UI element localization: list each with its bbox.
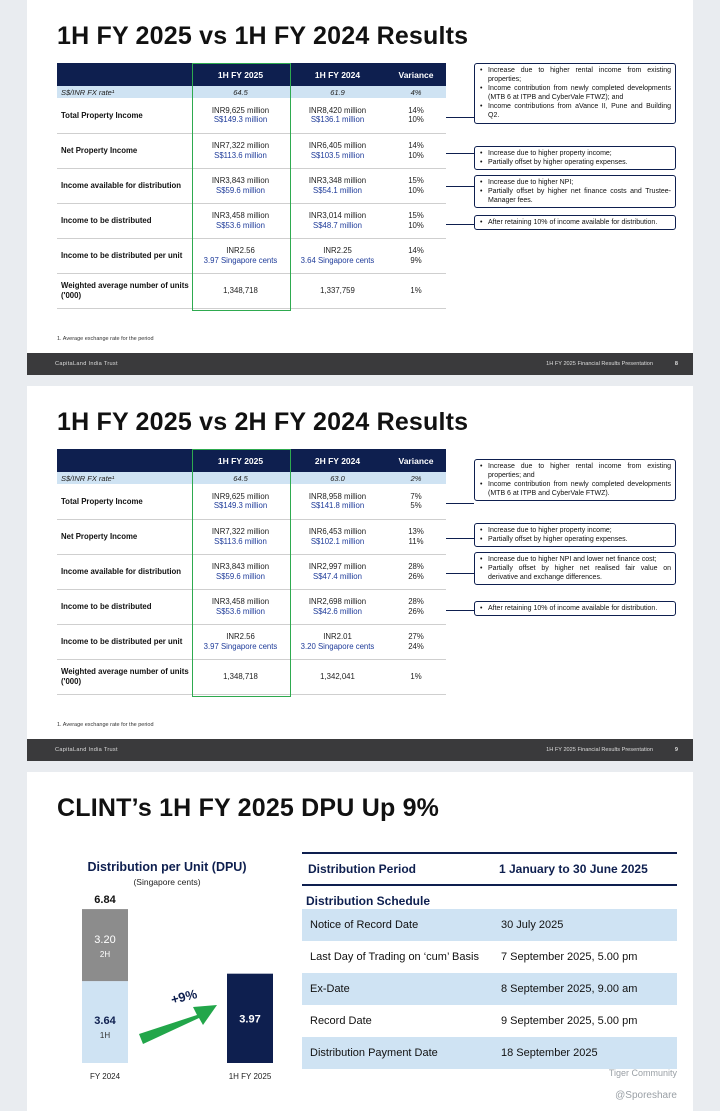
dpu-slide (27, 772, 693, 1111)
comment-connector (446, 610, 474, 611)
footer-presentation: 1H FY 2025 Financial Results Presentation (546, 361, 653, 367)
header-blank (57, 449, 192, 472)
watermark-handle: @Sporeshare (615, 1090, 677, 1101)
comment-connector (446, 224, 474, 225)
dpu-bar-chart (57, 894, 272, 1087)
comment-box: • Increase due to higher rental income from existing properties; • Income contribution from newly completed developments (MTB 6 at ITPB and CyberVale FTWZ); and • Income contributions from aVance II, Pune and Building Q2. (474, 63, 676, 124)
variance-value: 14% 9% (386, 238, 446, 273)
table-row (57, 133, 446, 168)
growth-label: +9% (169, 986, 199, 1008)
series-label-1h: 1H (99, 1031, 111, 1041)
prior-value: INR3,014 million S$48.7 million (289, 203, 386, 238)
comment-connector (446, 186, 474, 187)
comment-connector (446, 117, 474, 118)
chart-subtitle: (Singapore cents) (133, 877, 201, 887)
header-variance: Variance (386, 63, 446, 86)
variance-value: 7% 5% (386, 484, 446, 519)
current-value: INR2.56 3.97 Singapore cents (192, 238, 289, 273)
variance-value: 27% 24% (386, 624, 446, 659)
variance-value: 1% (386, 659, 446, 694)
table-row (57, 554, 446, 589)
footer-company: CapitaLand India Trust (55, 361, 118, 367)
schedule-item-label: Last Day of Trading on ‘cum’ Basis (310, 951, 479, 963)
period-value: 1 January to 30 June 2025 (493, 853, 677, 885)
series-label-2h: 2H (99, 950, 111, 960)
data-label-fy2024-1h: 3.64 (94, 1015, 116, 1028)
data-label-1hfy2025: 3.97 (239, 1013, 261, 1026)
header-current: 1H FY 2025 (192, 449, 289, 472)
schedule-item-value: 30 July 2025 (493, 909, 677, 941)
row-label: Income to be distributed (57, 589, 192, 624)
prior-value: INR3,348 million S$54.1 million (289, 168, 386, 203)
slide-title: 1H FY 2025 vs 1H FY 2024 Results (57, 22, 469, 50)
x-tick-label: FY 2024 (89, 1072, 121, 1081)
prior-value: INR8,420 million S$136.1 million (289, 98, 386, 133)
comment-connector (446, 153, 474, 154)
header-current: 1H FY 2025 (192, 63, 289, 86)
x-tick-label: 1H FY 2025 (228, 1072, 272, 1081)
current-value: 1,348,718 (192, 659, 289, 694)
results-table (57, 449, 446, 695)
footnote: 1. Average exchange rate for the period (57, 336, 154, 342)
distribution-schedule-table (302, 852, 677, 1069)
variance-value: 14% 10% (386, 133, 446, 168)
total-label-fy2024: 6.84 (94, 894, 116, 907)
prior-value: INR6,405 million S$103.5 million (289, 133, 386, 168)
comment-box: • Increase due to higher NPI and lower net finance cost; • Partially offset by higher net realised fair value on derivative and exchange differences. (474, 552, 676, 585)
fx-prior: 61.9 (289, 86, 386, 98)
variance-value: 15% 10% (386, 168, 446, 203)
current-value: INR3,843 million S$59.6 million (192, 168, 289, 203)
row-label: Total Property Income (57, 484, 192, 519)
row-label: Net Property Income (57, 519, 192, 554)
row-label: Income to be distributed per unit (57, 238, 192, 273)
header-prior: 2H FY 2024 (289, 449, 386, 472)
page-number: 9 (674, 747, 678, 753)
schedule-item-label: Record Date (310, 1015, 372, 1027)
fx-label: S$/INR FX rate¹ (57, 472, 192, 484)
prior-value: 1,342,041 (289, 659, 386, 694)
fx-label: S$/INR FX rate¹ (57, 86, 192, 98)
schedule-item-label: Notice of Record Date (302, 909, 493, 941)
footnote: 1. Average exchange rate for the period (57, 722, 154, 728)
table-row (57, 589, 446, 624)
schedule-item-value: 8 September 2025, 9.00 am (493, 973, 677, 1005)
row-label: Income available for distribution (57, 554, 192, 589)
table-row (57, 659, 446, 694)
schedule-item-label: Distribution Payment Date (302, 1037, 493, 1069)
comment-box: • Increase due to higher property income; • Partially offset by higher operating expenses. (474, 523, 676, 547)
comment-box: • Increase due to higher property income; • Partially offset by higher operating expenses. (474, 146, 676, 170)
data-label-fy2024-2h: 3.20 (94, 934, 116, 947)
comment-box: • After retaining 10% of income available for distribution. (474, 601, 676, 616)
slide-title: 1H FY 2025 vs 2H FY 2024 Results (57, 408, 469, 436)
row-label: Weighted average number of units ('000) (57, 273, 192, 308)
variance-value: 28% 26% (386, 554, 446, 589)
comment-box: • Increase due to higher rental income from existing properties; and • Income contribution from newly completed developments (MTB 6 at ITPB and CyberVale FTWZ). (474, 459, 676, 501)
variance-value: 13% 11% (386, 519, 446, 554)
comment-box: • Increase due to higher NPI; • Partially offset by higher net finance costs and Trustee-Manager fees. (474, 175, 676, 208)
prior-value: INR6,453 million S$102.1 million (289, 519, 386, 554)
current-value: INR7,322 million S$113.6 million (192, 519, 289, 554)
results-slide-1h-vs-2h (27, 386, 693, 761)
comment-box: • After retaining 10% of income available for distribution. (474, 215, 676, 230)
chart-title: Distribution per Unit (DPU) (87, 860, 247, 874)
schedule-item-value: 9 September 2025, 5.00 pm (501, 1015, 638, 1027)
current-value: 1,348,718 (192, 273, 289, 308)
fx-variance: 2% (386, 472, 446, 484)
schedule-subheading: Distribution Schedule (306, 893, 431, 908)
row-label: Weighted average number of units ('000) (57, 659, 192, 694)
current-value: INR3,458 million S$53.6 million (192, 589, 289, 624)
table-row (57, 203, 446, 238)
header-prior: 1H FY 2024 (289, 63, 386, 86)
table-row (57, 168, 446, 203)
variance-value: 1% (386, 273, 446, 308)
fx-current: 64.5 (192, 472, 289, 484)
slide-footer (27, 353, 693, 375)
header-blank (57, 63, 192, 86)
prior-value: INR2.01 3.20 Singapore cents (289, 624, 386, 659)
row-label: Income available for distribution (57, 168, 192, 203)
table-row (302, 1005, 677, 1037)
fx-variance: 4% (386, 86, 446, 98)
results-slide-1h-vs-1h (27, 0, 693, 375)
row-label: Income to be distributed (57, 203, 192, 238)
table-row (57, 273, 446, 308)
slide-title: CLINT’s 1H FY 2025 DPU Up 9% (57, 794, 440, 822)
current-value: INR3,843 million S$59.6 million (192, 554, 289, 589)
variance-value: 14% 10% (386, 98, 446, 133)
fx-current: 64.5 (192, 86, 289, 98)
growth-arrow-icon (139, 1005, 217, 1044)
comment-connector (446, 573, 474, 574)
prior-value: 1,337,759 (289, 273, 386, 308)
page-number: 8 (674, 361, 678, 367)
period-label: Distribution Period (302, 853, 493, 885)
table-row (57, 519, 446, 554)
prior-value: INR2.25 3.64 Singapore cents (289, 238, 386, 273)
prior-value: INR2,698 million S$42.6 million (289, 589, 386, 624)
table-row (302, 973, 677, 1005)
slide-footer (27, 739, 693, 761)
current-value: INR7,322 million S$113.6 million (192, 133, 289, 168)
row-label: Net Property Income (57, 133, 192, 168)
table-row (57, 484, 446, 519)
table-row (57, 98, 446, 133)
comment-connector (446, 503, 474, 504)
results-table (57, 63, 446, 309)
current-value: INR9,625 million S$149.3 million (192, 484, 289, 519)
row-label: Income to be distributed per unit (57, 624, 192, 659)
table-row (302, 1037, 677, 1069)
current-value: INR9,625 million S$149.3 million (192, 98, 289, 133)
fx-prior: 63.0 (289, 472, 386, 484)
variance-value: 15% 10% (386, 203, 446, 238)
row-label: Total Property Income (57, 98, 192, 133)
watermark-community: Tiger Community (608, 1068, 677, 1078)
prior-value: INR8,958 million S$141.8 million (289, 484, 386, 519)
table-row (57, 624, 446, 659)
current-value: INR2.56 3.97 Singapore cents (192, 624, 289, 659)
schedule-item-value: 18 September 2025 (493, 1037, 677, 1069)
header-variance: Variance (386, 449, 446, 472)
table-row (57, 238, 446, 273)
variance-value: 28% 26% (386, 589, 446, 624)
table-row (302, 909, 677, 941)
footer-presentation: 1H FY 2025 Financial Results Presentation (546, 747, 653, 753)
current-value: INR3,458 million S$53.6 million (192, 203, 289, 238)
footer-company: CapitaLand India Trust (55, 747, 118, 753)
table-row (302, 941, 677, 973)
schedule-item-value: 7 September 2025, 5.00 pm (501, 951, 638, 963)
prior-value: INR2,997 million S$47.4 million (289, 554, 386, 589)
schedule-item-label: Ex-Date (302, 973, 493, 1005)
comment-connector (446, 538, 474, 539)
